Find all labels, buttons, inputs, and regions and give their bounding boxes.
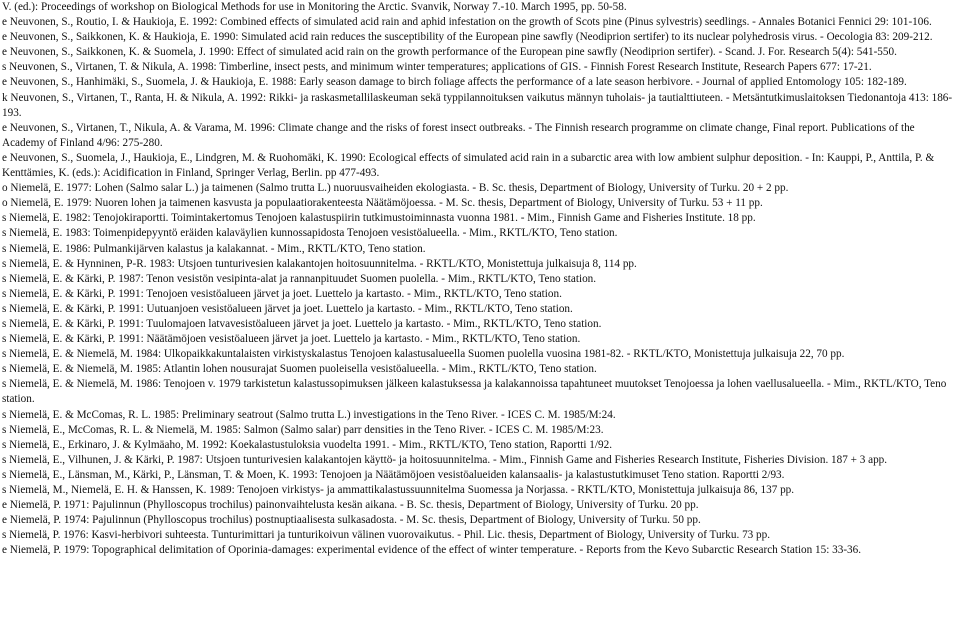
reference-entry: s Niemelä, E. & Kärki, P. 1987: Tenon vesistön vesipinta-alat ja rannanpituudet Suomen puolella. - Mim., RKTL/KTO, Teno station. [2,272,597,285]
reference-entry: o Niemelä, E. 1977: Lohen (Salmo salar L.) ja taimenen (Salmo trutta L.) nuoruusvaiheiden ekologiasta. - B. Sc. thesis, Department of Biology, University of Turku. 20 + 2 pp. [2,182,789,195]
reference-entry: e Niemelä, P. 1974: Pajulinnun (Phylloscopus trochilus) postnuptiaalisesta sulkasadosta. - M. Sc. thesis, Department of Biology, University of Turku. 50 pp. [2,514,701,527]
reference-entry: s Niemelä, E. & Niemelä, M. 1984: Ulkopaikkakuntalaisten virkistyskalastus Tenojoen kalastusalueella Suomen puolella vuosina 1981-82. - RKTL/KTO, Monistettuja julkaisuja 22, 70 pp. [2,348,845,361]
reference-entry: e Neuvonen, S., Suomela, J., Haukioja, E., Lindgren, M. & Ruohomäki, K. 1990: Ecological effects of simulated acid rain in a subarctic area with low ambient sulphur deposition. - In: Kauppi, P., Anttila, P. & Kenttämies, K. (eds.): Acidification in Finland, Springer Verlag, Berlin. pp 477-493. [2,151,935,180]
reference-entry: s Niemelä, E., Erkinaro, J. & Kylmäaho, M. 1992: Koekalastustuloksia vuodelta 1991. - Mim., RKTL/KTO, Teno station, Raportti 1/92. [2,438,612,451]
reference-entry: e Neuvonen, S., Virtanen, T., Nikula, A. & Varama, M. 1996: Climate change and the risks of forest insect outbreaks. - The Finnish research programme on climate change, Final report. Publications of the Academy of Finland 4/96: 275-280. [2,121,915,149]
reference-entry: s Niemelä, P. 1976: Kasvi-herbivori suhteesta. Tunturimittari ja tunturikoivun välinen vuorovaikutus. - Phil. Lic. thesis, Department of Biology, University of Turku. 73 pp. [2,529,771,542]
reference-entry: s Niemelä, E., Vilhunen, J. & Kärki, P. 1987: Utsjoen tunturivesien kalakantojen käyttö- ja hoitosuunnitelma. - Mim., Finnish Game and Fisheries Research Institute, Fisheries Division. 187 + 3 app. [2,453,888,466]
reference-entry: s Niemelä, E. 1983: Toimenpidepyyntö eräiden kalaväylien kunnossapidosta Tenojoen vesistöalueella. - Mim., RKTL/KTO, Teno station. [2,227,618,240]
reference-entry: V. (ed.): Proceedings of workshop on Biological Methods for use in Monitoring the Arctic. Svanvik, Norway 7.-10. March 1995, pp. 50-58. [2,1,627,13]
reference-entry: s Niemelä, E. 1982: Tenojokiraportti. Toimintakertomus Tenojoen kalastuspiirin tutkimustoiminnasta vuonna 1981. - Mim., Finnish Game and Fisheries Institute. 18 pp. [2,212,756,225]
reference-entry: e Neuvonen, S., Saikkonen, K. & Suomela, J. 1990: Effect of simulated acid rain on the growth performance of the European pine sawfly (Neodiprion sertifer). - Scand. J. For. Research 5(4): 541-550. [2,46,897,59]
reference-entry: s Niemelä, E. & Niemelä, M. 1986: Tenojoen v. 1979 tarkistetun kalastussopimuksen jälkeen kalastuksessa ja kalakannoissa tapahtuneet muutokset Tenojoessa ja lohen vaellusalueella. - Mim., RKTL/KTO, Teno station. [2,378,947,406]
reference-entry: s Niemelä, E. & Kärki, P. 1991: Näätämöjoen vesistöalueen järvet ja joet. Luettelo ja kartasto. - Mim., RKTL/KTO, Teno station. [2,333,581,346]
reference-entry: s Niemelä, E. & Kärki, P. 1991: Tenojoen vesistöalueen järvet ja joet. Luettelo ja kartasto. - Mim., RKTL/KTO, Teno station. [2,287,562,300]
reference-entry: s Neuvonen, S., Virtanen, T. & Nikula, A. 1998: Timberline, insect pests, and minimum winter temperatures; applications of GIS. - Finnish Forest Research Institute, Research Papers 677: 17-21. [2,61,872,74]
reference-entry: s Niemelä, E., McComas, R. L. & Niemelä, M. 1985: Salmon (Salmo salar) parr densities in the Teno River. - ICES C. M. 1985/M:23. [2,423,604,436]
reference-entry: e Neuvonen, S., Routio, I. & Haukioja, E. 1992: Combined effects of simulated acid rain and aphid infestation on the growth of Scots pine (Pinus sylvestris) seedlings. - Annales Botanici Fennici 29: 101-106. [2,16,932,29]
reference-entry: s Niemelä, E. & Kärki, P. 1991: Uutuanjoen vesistöalueen järvet ja joet. Luettelo ja kartasto. - Mim., RKTL/KTO, Teno station. [2,302,573,315]
reference-entry: s Niemelä, M., Niemelä, E. H. & Hanssen, K. 1989: Tenojoen virkistys- ja ammattikalastussuunnitelma Suomessa ja Norjassa. - RKTL/KTO, Monistettuja julkaisuja 86, 137 pp. [2,484,795,496]
reference-entry: s Niemelä, E., Länsman, M., Kärki, P., Länsman, T. & Moen, K. 1993: Tenojoen ja Näätämöjoen vesistöalueiden kalansaalis- ja kalastustutkimuset Teno station. Raportti 2/93. [2,468,785,481]
reference-entry: s Niemelä, E. & Niemelä, M. 1985: Atlantin lohen nousurajat Suomen puoleisella vesistöalueella. - Mim., RKTL/KTO, Teno station. [2,363,597,376]
reference-entry: s Niemelä, E. & Kärki, P. 1991: Tuulomajoen latvavesistöalueen järvet ja joet. Luettelo ja kartasto. - Mim., RKTL/KTO, Teno station. [2,317,602,330]
reference-entry: s Niemelä, E. & McComas, R. L. 1985: Preliminary seatrout (Salmo trutta L.) investigations in the Teno River. - ICES C. M. 1985/M:24. [2,408,616,421]
reference-list [2,0,958,558]
reference-entry: s Niemelä, E. 1986: Pulmankijärven kalastus ja kalakannat. - Mim., RKTL/KTO, Teno station. [2,242,426,255]
reference-entry: e Niemelä, P. 1971: Pajulinnun (Phylloscopus trochilus) painonvaihtelusta kesän aikana. - B. Sc. thesis, Department of Biology, University of Turku. 20 pp. [2,499,699,512]
reference-entry: o Niemelä, E. 1979: Nuoren lohen ja taimenen kasvusta ja populaatiorakenteesta Näätämöjoessa. - M. Sc. thesis, Department of Biology, University of Turku. 53 + 11 pp. [2,197,763,210]
reference-entry: e Neuvonen, S., Saikkonen, K. & Haukioja, E. 1990: Simulated acid rain reduces the susceptibility of the European pine sawfly (Neodiprion sertifer) to its nuclear polyhedrosis virus. - Oecologia 83: 209-212. [2,31,933,44]
reference-entry: s Niemelä, E. & Hynninen, P-R. 1983: Utsjoen tunturivesien kalakantojen hoitosuunnitelma. - RKTL/KTO, Monistettuja julkaisuja 8, 114 pp. [2,257,637,270]
reference-entry: k Neuvonen, S., Virtanen, T., Ranta, H. & Nikula, A. 1992: Rikki- ja raskasmetallilaskeuman sekä typpilannoituksen vaikutus männyn tuholais- ja tautialttiuteen. - Metsäntutkimuslaitoksen Tiedonantoja 413: 186-193. [2,91,953,119]
reference-entry: e Niemelä, P. 1979: Topographical delimitation of Oporinia-damages: experimental evidence of the effect of winter temperature. - Reports from the Kevo Subarctic Research Station 15: 33-36. [2,544,862,557]
reference-entry: e Neuvonen, S., Hanhimäki, S., Suomela, J. & Haukioja, E. 1988: Early season damage to birch foliage affects the performance of a late season herbivore. - Journal of applied Entomology 105: 182-189. [2,76,907,89]
